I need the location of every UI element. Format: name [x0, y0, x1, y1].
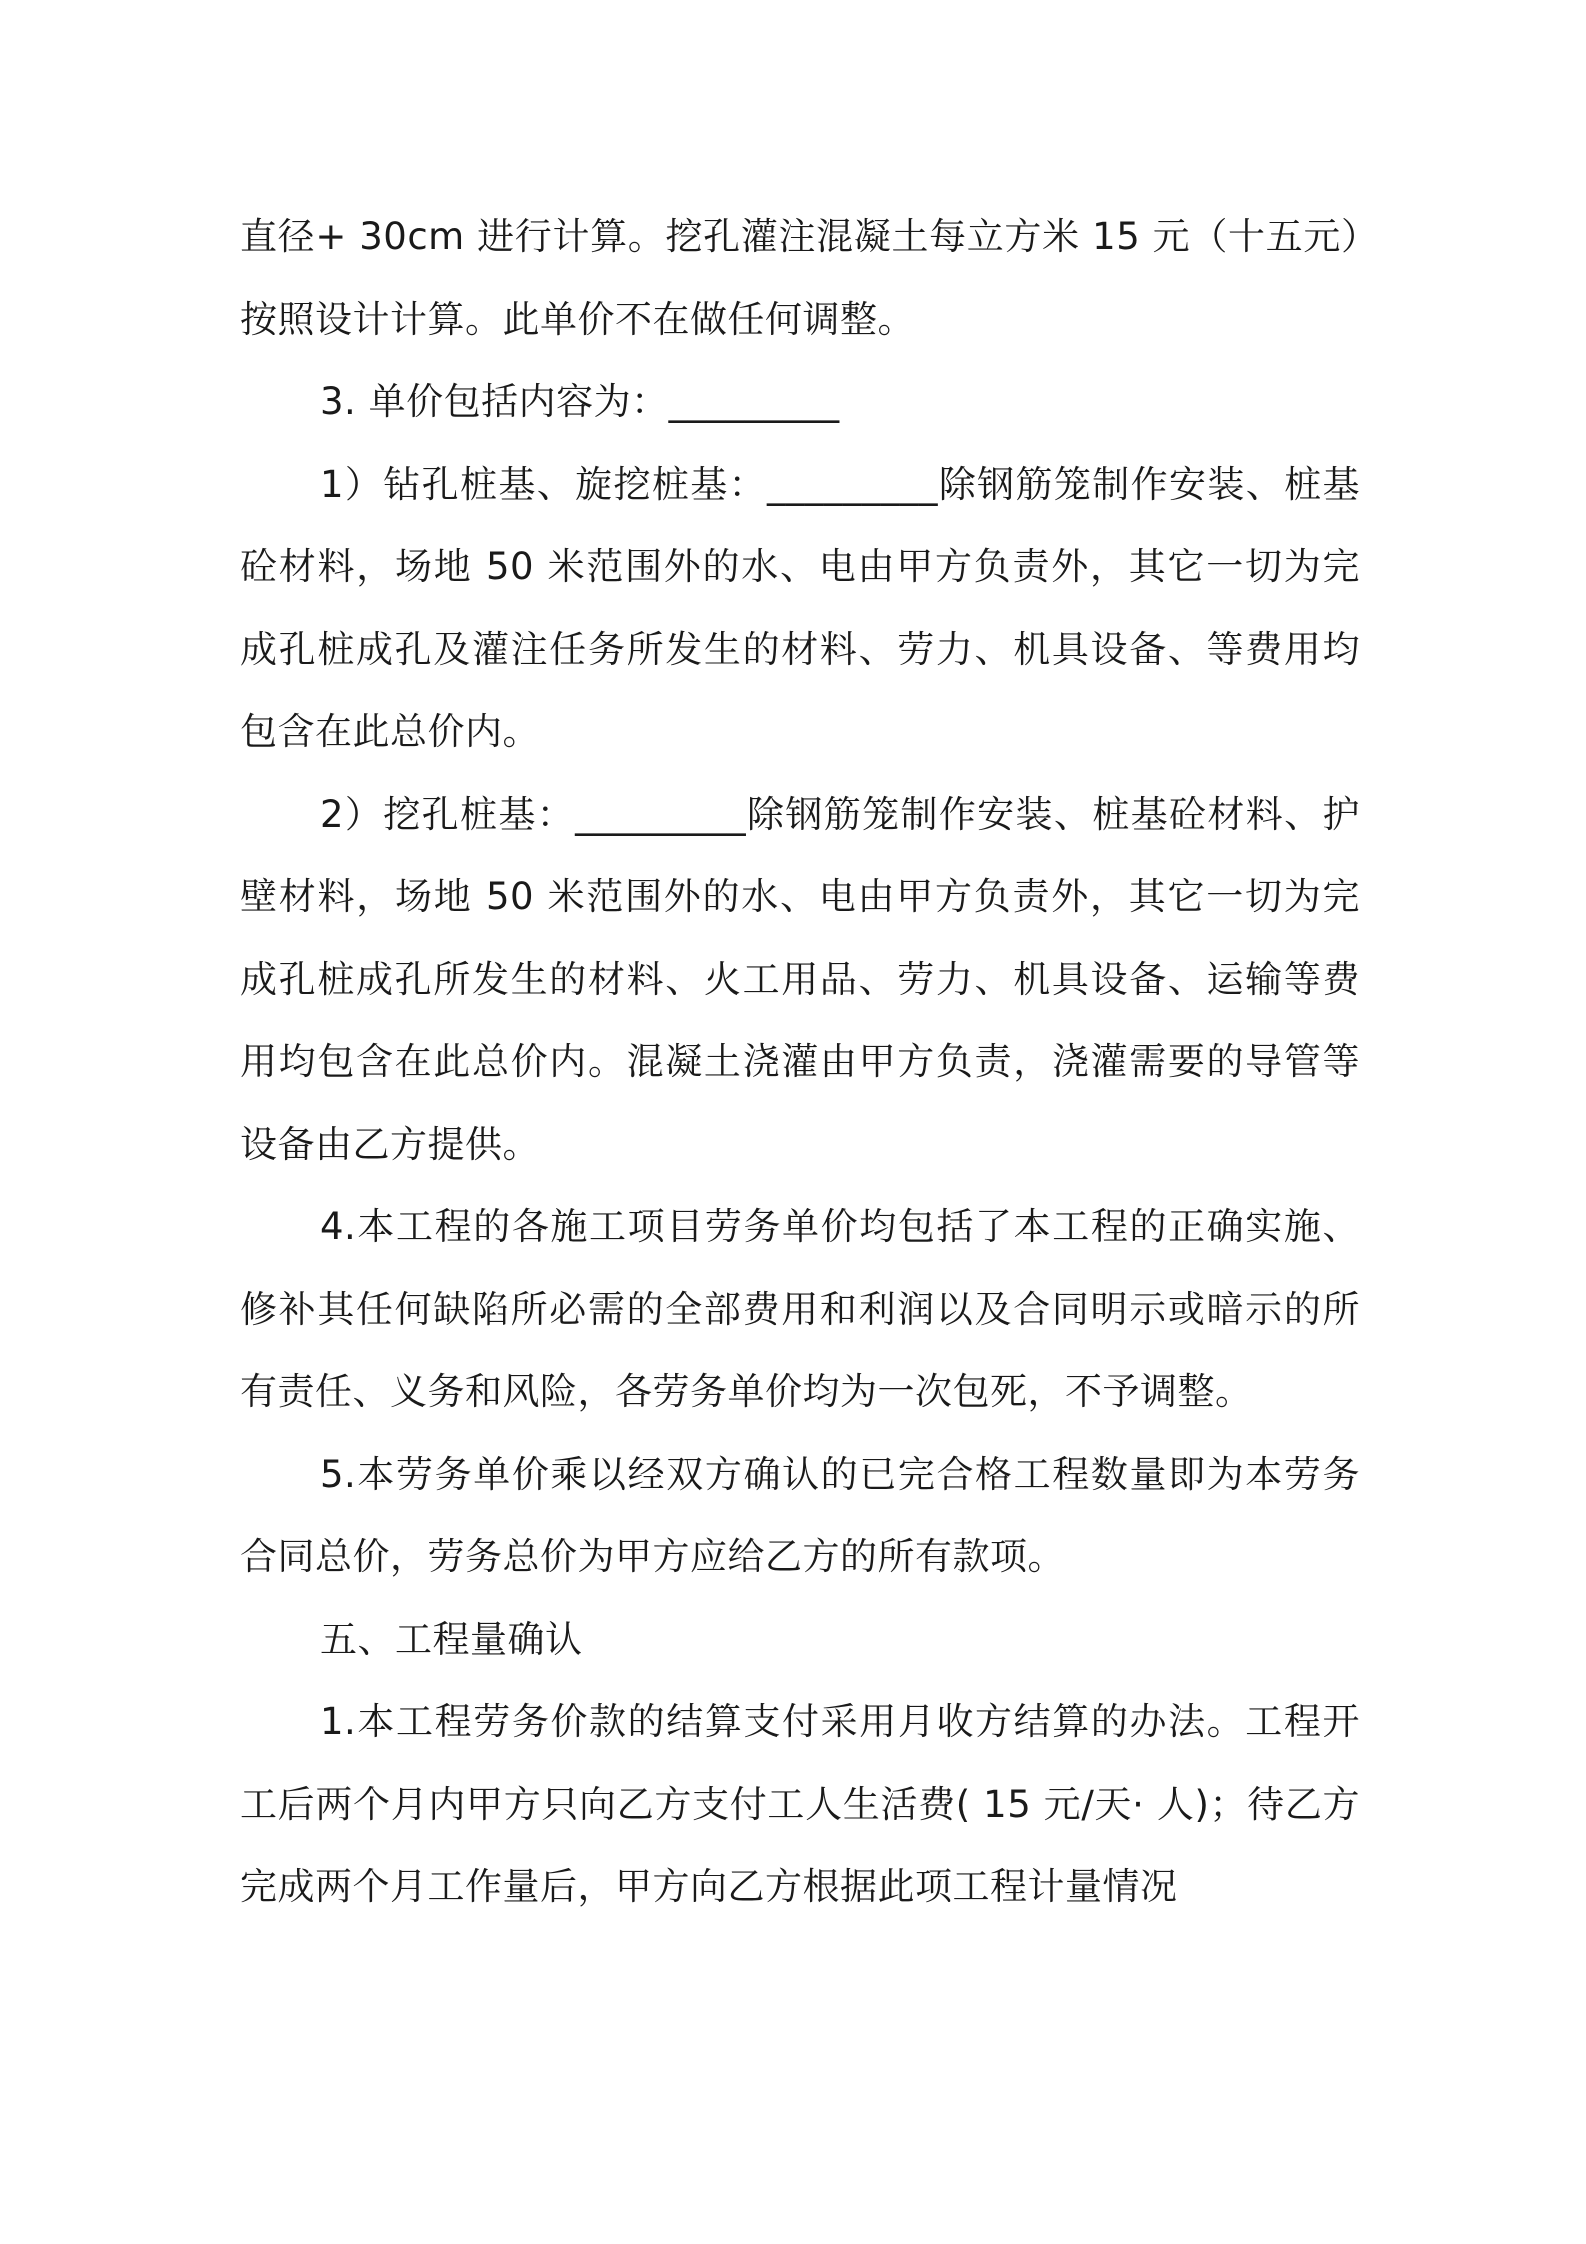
paragraph-settlement-method: 1.本工程劳务价款的结算支付采用月收方结算的办法。工程开工后两个月内甲方只向乙方支付工人生活费( 15 元/天· 人)；待乙方完成两个月工作量后，甲方向乙方根据此项工程计量情况: [240, 1700, 1360, 1908]
paragraph-unit-price-note: 直径+ 30cm 进行计算。挖孔灌注混凝土每立方米 15 元（十五元）按照设计计算。此单价不在做任何调整。: [240, 215, 1360, 341]
paragraph-unit-price-contents: 3. 单价包括内容为：_________: [320, 380, 840, 423]
paragraph-clause-5: 5.本劳务单价乘以经双方确认的已完合格工程数量即为本劳务合同总价，劳务总价为甲方应给乙方的所有款项。: [240, 1452, 1360, 1578]
paragraph-drilled-piles: 1）钻孔桩基、旋挖桩基：_________除钢筋笼制作安装、桩基砼材料，场地 50 米范围外的水、电由甲方负责外，其它一切为完成孔桩成孔及灌注任务所发生的材料、劳力、机具设备、等费用均包含在此总价内。: [240, 462, 1360, 753]
section-heading-quantity-confirmation: 五、工程量确认: [320, 1617, 583, 1661]
paragraph-clause-4: 4.本工程的各施工项目劳务单价均包括了本工程的正确实施、修补其任何缺陷所必需的全部费用和利润以及合同明示或暗示的所有责任、义务和风险，各劳务单价均为一次包死，不予调整。: [240, 1205, 1360, 1413]
paragraph-dug-piles: 2）挖孔桩基：_________除钢筋笼制作安装、桩基砼材料、护壁材料，场地 50 米范围外的水、电由甲方负责外，其它一切为完成孔桩成孔所发生的材料、火工用品、劳力、机具设备、运输等费用均包含在此总价内。混凝土浇灌由甲方负责，浇灌需要的导管等设备由乙方提供。: [240, 792, 1360, 1166]
document-body: [240, 196, 1360, 1929]
